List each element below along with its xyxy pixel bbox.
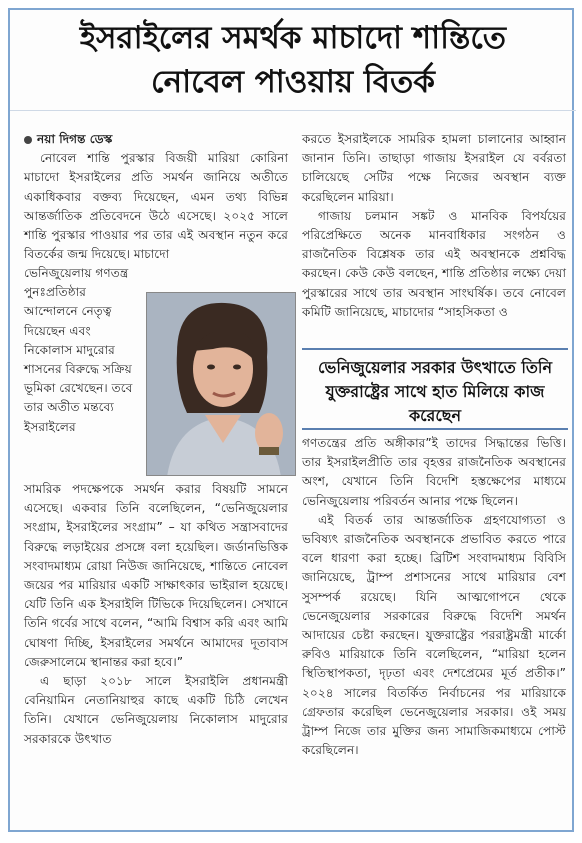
paragraph: ভেনিজুয়েলায় গণতন্ত্র পুনঃপ্রতিষ্ঠার আন্দোলনে নেতৃত্ব দিয়েছেন এবং নিকোলাস মাদুরোর শাসনের বিরুদ্ধে সক্রিয় ভূমিকা রেখেছেন। তবে তার অতীত মন্তব্যে ইসরাইলের [24,266,133,434]
portrait-photo [146,292,296,476]
byline: নয়া দিগন্ত ডেস্ক [24,130,288,149]
paragraph: সামরিক পদক্ষেপকে সমর্থন করার বিষয়টি সামনে এসেছে। একবার তিনি বলেছিলেন, “ভেনিজুয়েলার সংগ্রাম, ইসরাইলের সংগ্রাম” – যা কথিত সন্ত্রাসবাদের বিরুদ্ধে লড়াইয়ের প্রসঙ্গে বলা হয়েছিল। জর্ডানভিত্তিক সংবাদমাধ্যম রোয়া নিউজ জানিয়েছে, শান্তিতে নোবেল জয়ের পর মারিয়ার একটি সাক্ষাৎকার ভাইরাল হয়েছে। যেটি তিনি এক ইসরাইলি টিভিকে দিয়েছিলেন। সেখানে তিনি গর্বের সাথে বলেন, “আমি বিশ্বাস করি এবং আমি ঘোষণা দিচ্ছি, ইসরাইলের সমর্থনে আমাদের দূতাবাস জেরুসালেমে স্থানান্তর করা হবে।” [24,482,288,669]
news-clipping [8,8,574,832]
left-column-bottom [24,480,288,749]
left-column-top [24,130,288,264]
headline-line-1: ইসরাইলের সমর্থক মাচাদো শান্তিতে [79,20,507,56]
paragraph: এই বিতর্ক তার আন্তর্জাতিক গ্রহণযোগ্যতা ও ভবিষ্যৎ রাজনৈতিক অবস্থানকে প্রভাবিত করতে পারে বলে ধারণা করা হচ্ছে। ব্রিটিশ সংবাদমাধ্যম বিবিসি জানিয়েছে, ট্রাম্প প্রশাসনের সাথে মারিয়ার বেশ সুসম্পর্ক রয়েছে। যিনি আত্মগোপনে থেকে ভেনেজুয়েলার সরকারের বিরুদ্ধে বিদেশি সমর্থন আদায়ের চেষ্টা করছেন। যুক্তরাষ্ট্রের পররাষ্ট্রমন্ত্রী মার্কো রুবিও মারিয়াকে তিনি বলেছিলেন, “মারিয়া হলেন স্থিতিস্থাপকতা, দৃঢ়তা এবং দেশপ্রেমের মূর্ত প্রতীক।” ২০২৪ সালের বিতর্কিত নির্বাচনের পর মারিয়াকে গ্রেফতার করেছিল ভেনেজুয়েলার সরকার। ওই সময় ট্রাম্প নিজে তার মুক্তির জন্য সামাজিকমাধ্যমে পোস্ট করেছিলেন। [302,512,566,758]
paragraph: করতে ইসরাইলকে সামরিক হামলা চালানোর আহ্বান জানান তিনি। তাছাড়া গাজায় ইসরাইল যে বর্বরতা চালিয়েছে সেটির পক্ষে নিজের অবস্থান ব্যক্ত করেছিলেন মারিয়া। [302,132,566,204]
portrait-illustration [147,293,296,476]
paragraph: গণতন্ত্রের প্রতি অঙ্গীকার”ই তাদের সিদ্ধান্তের ভিত্তি। তার ইসরাইলপ্রীতি তার বৃহত্তর রাজনৈতিক অবস্থানের অংশ, যেখানে তিনি বিদেশি হস্তক্ষেপের মাধ্যমে ভেনিজুয়েলায় পরিবর্তন আনার পক্ষে ছিলেন। [302,436,566,508]
headline-divider [10,110,576,111]
paragraph: গাজায় চলমান সঙ্কট ও মানবিক বিপর্যয়ের পরিপ্রেক্ষিতে অনেক মানবাধিকার সংগঠন ও রাজনৈতিক বিশ্লেষক তার এই অবস্থানকে প্রশ্নবিদ্ধ করছেন। কেউ কেউ বলছেন, শান্তি প্রতিষ্ঠার লক্ষ্যে দেয়া পুরস্কারের সাথে তার অবস্থান সাংঘর্ষিক। তবে নোবেল কমিটি জানিয়েছে, মাচাদোর “সাহসিকতা ও [302,208,566,319]
bullet-icon [24,136,32,144]
right-column-top [302,130,566,322]
pull-quote: ভেনিজুয়েলার সরকার উৎখাতে তিনি যুক্তরাষ্ট্রের সাথে হাত মিলিয়ে কাজ করেছেন [302,348,568,430]
left-column-narrow [24,264,142,437]
paragraph: এ ছাড়া ২০১৮ সালে ইসরাইলি প্রধানমন্ত্রী বেনিয়ামিন নেতানিয়াহুর কাছে একটি চিঠি লেখেন তিনি। যেখানে ভেনিজুয়েলায় নিকোলাস মাদুরোর সরকারকে উৎখাত [24,674,288,746]
right-column-bottom [302,434,566,760]
headline-line-2: নোবেল পাওয়ায় বিতর্ক [151,64,435,100]
headline [10,16,576,104]
paragraph: নোবেল শান্তি পুরস্কার বিজয়ী মারিয়া কোরিনা মাচাদো ইসরাইলের প্রতি সমর্থন জানিয়ে অতীতে একাধিকবার বক্তব্য দিয়েছেন, এমন তথ্য বিভিন্ন আন্তর্জাতিক প্রতিবেদনে উঠে এসেছে। ২০২৫ সালে শান্তি পুরস্কার পাওয়ার পর তার এই অবস্থান নতুন করে বিতর্কের জন্ম দিয়েছে। মাচাদো [24,151,288,262]
